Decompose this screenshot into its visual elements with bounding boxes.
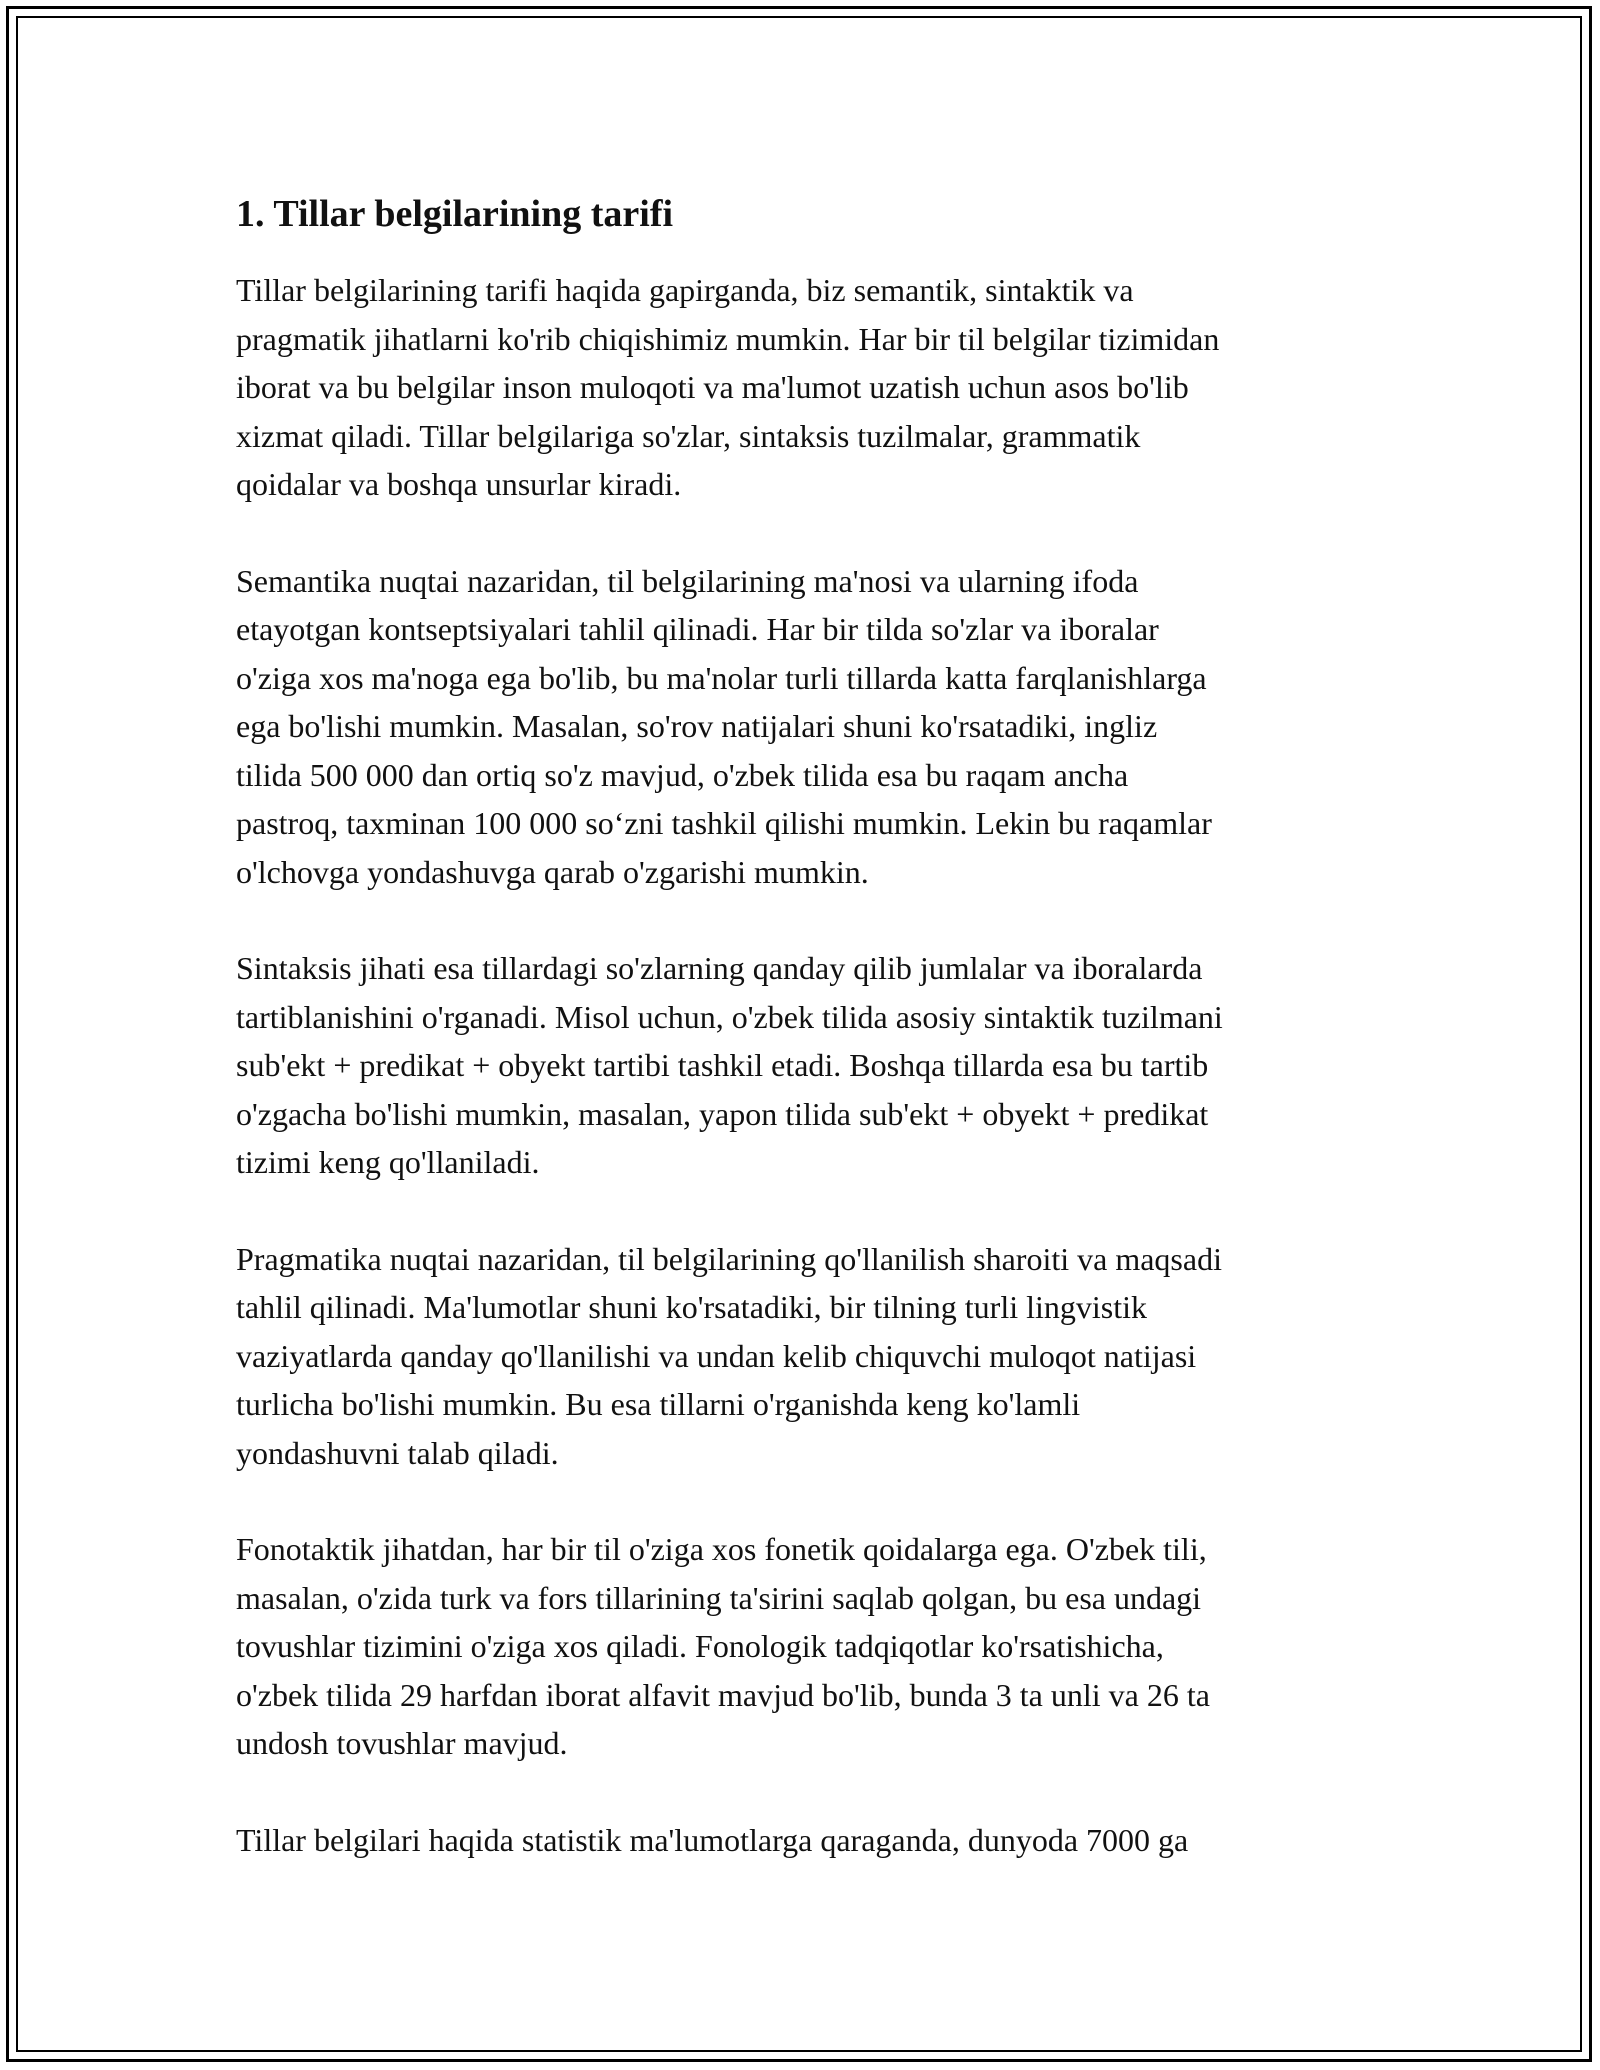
paragraph-line: Tillar belgilari haqida statistik ma'lumotlarga qaraganda, dunyoda 7000 ga	[236, 1821, 1189, 1858]
paragraph-line: tilida 500 000 dan ortiq so'z mavjud, o'zbek tilida esa bu raqam ancha	[236, 756, 1129, 793]
paragraph-line: undosh tovushlar mavjud.	[236, 1725, 568, 1761]
body-paragraph	[236, 1816, 1376, 1865]
paragraph-line: iborat va bu belgilar inson muloqoti va ma'lumot uzatish uchun asos bo'lib	[236, 369, 1189, 405]
paragraph-line: etayotgan kontseptsiyalari tahlil qilinadi. Har bir tilda so'zlar va iboralar	[236, 611, 1159, 647]
paragraph-line: tizimi keng qo'llaniladi.	[236, 1144, 540, 1180]
section-heading: 1. Tillar belgilarining tarifi	[236, 193, 674, 235]
body-paragraph	[236, 944, 1376, 1187]
paragraph-line: tahlil qilinadi. Ma'lumotlar shuni ko'rsatadiki, bir tilning turli lingvistik	[236, 1289, 1148, 1325]
paragraph-line: sub'ekt + predikat + obyekt tartibi tashkil etadi. Boshqa tillarda esa bu tartib	[236, 1047, 1209, 1083]
paragraph-line: o'zgacha bo'lishi mumkin, masalan, yapon tilida sub'ekt + obyekt + predikat	[236, 1095, 1209, 1132]
paragraph-line: masalan, o'zida turk va fors tillarining ta'sirini saqlab qolgan, bu esa undagi	[236, 1579, 1202, 1616]
paragraph-line: Sintaksis jihati esa tillardagi so'zlarning qanday qilib jumlalar va iboralarda	[236, 950, 1203, 986]
paragraph-line: Semantika nuqtai nazaridan, til belgilarining ma'nosi va ularning ifoda	[236, 562, 1139, 599]
paragraph-line: pragmatik jihatlarni ko'rib chiqishimiz mumkin. Har bir til belgilar tizimidan	[236, 320, 1220, 357]
paragraph-line: xizmat qiladi. Tillar belgilariga so'zlar, sintaksis tuzilmalar, grammatik	[236, 417, 1141, 454]
paragraph-line: o'zbek tilida 29 harfdan iborat alfavit mavjud bo'lib, bunda 3 ta unli va 26 ta	[236, 1676, 1210, 1713]
body-paragraph	[236, 266, 1376, 509]
paragraph-line: turlicha bo'lishi mumkin. Bu esa tillarni o'rganishda keng ko'lamli	[236, 1386, 1081, 1422]
body-paragraph	[236, 1235, 1376, 1478]
body-paragraph	[236, 1525, 1376, 1768]
paragraph-line: qoidalar va boshqa unsurlar kiradi.	[236, 466, 682, 502]
paragraph-line: vaziyatlarda qanday qo'llanilishi va undan kelib chiquvchi muloqot natijasi	[236, 1337, 1197, 1374]
paragraph-line: pastroq, taxminan 100 000 so‘zni tashkil qilishi mumkin. Lekin bu raqamlar	[236, 805, 1212, 841]
paragraph-line: o'ziga xos ma'noga ega bo'lib, bu ma'nolar turli tillarda katta farqlanishlarga	[236, 659, 1207, 696]
paragraph-line: yondashuvni talab qiladi.	[236, 1434, 559, 1471]
document-body	[236, 186, 1376, 1912]
paragraph-line: ega bo'lishi mumkin. Masalan, so'rov natijalari shuni ko'rsatadiki, ingliz	[236, 708, 1158, 744]
paragraph-line: Pragmatika nuqtai nazaridan, til belgilarining qo'llanilish sharoiti va maqsadi	[236, 1240, 1222, 1277]
paragraph-line: o'lchovga yondashuvga qarab o'zgarishi mumkin.	[236, 853, 869, 890]
paragraph-line: tartiblanishini o'rganadi. Misol uchun, o'zbek tilida asosiy sintaktik tuzilmani	[236, 998, 1223, 1035]
body-paragraph	[236, 557, 1376, 897]
paragraph-line: Fonotaktik jihatdan, har bir til o'ziga xos fonetik qoidalarga ega. O'zbek tili,	[236, 1531, 1207, 1567]
paragraph-list	[236, 266, 1376, 1864]
paragraph-line: Tillar belgilarining tarifi haqida gapirganda, biz semantik, sintaktik va	[236, 272, 1134, 308]
paragraph-line: tovushlar tizimini o'ziga xos qiladi. Fonologik tadqiqotlar ko'rsatishicha,	[236, 1628, 1164, 1664]
